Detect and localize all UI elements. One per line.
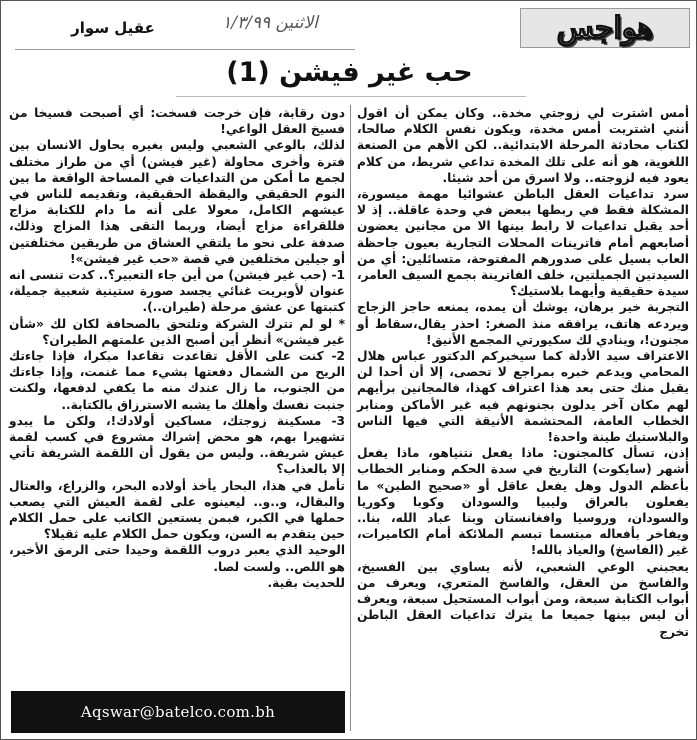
author-email: Aqswar@batelco.com.bh: [80, 703, 276, 721]
paragraph: لذلك، بالوعي الشعبي وليس بغيره يحاول الانسان بين فترة وأخرى محاولة (غير فيشن) أي من طراز مختلف لجمع ما أمكن من التداعيات في المساحة الواقعة ما بين النوم الحقيقي واليقظة الحقيقية، وتقديمه للناس في عيشهم الكامل، معولا على أنه ما دام للكتابة مزاج فللقراءة مزاج أيضا، وربما التقى هذا المزاج وذلك، صدفة على نحو ما يلتقي العشاق من طريقين مختلفتين أو جيلين مختلفين في قصة «حب غير فيشن»!: [9, 138, 345, 266]
paragraph: 2- كنت على الأقل تقاعدت تقاعدا مبكرا، فإذا جاءتك الريح من الشمال دفعتها بشيء مما غنمت، وإذا جاءتك من الجنوب، ما زال عندك منه ما يكفي لدفعها، ولكنت جنبت نفسك وأهلك ما يشبه الاسترزاق بالكتابة..: [9, 349, 345, 412]
column-name: هواجس: [556, 10, 654, 46]
handwritten-date: الاثنين ١/٣/٩٩: [222, 13, 318, 33]
article-column-right: [357, 105, 689, 733]
column-divider: [350, 105, 351, 731]
paragraph: 3- مسكينة زوجتك، مساكين أولادك!، ولكن ما يبدو تشهيرا بهم، هو محض إشراك مشروع في كسب لقمة عيش شريفة.. وليس من يقول أن اللقمة الشريفة تأتي إلا بالعذاب؟: [9, 413, 345, 477]
paragraph: أمس اشترت لي زوجتي مخدة.. وكان يمكن أن اقول أنني اشتريت أمس مخدة، ويكون نفس الكلام صالحا، لكتاب محادثة المرحلة الابتدائية.. لكن الأهم من الصنعة اللغوية، هو أنه على تلك المخدة تداعي شريط، من كلام يعود فيه لزوجته.. ولا اسرق من أحد شيئا.: [357, 106, 689, 185]
paragraph: إذن، تسأل كالمجنون: ماذا يفعل نتنياهو، ماذا يفعل أشهر (سايكوت) التاريخ في سدة الحكم ومنابر الخطاب بأعظم الدول وهل يفعل عاقل أو «صحيح الطين» ما يفعلون بالعراق وليبيا والسودان وكوبا وكوريا والسودان، وروسيا وافغانستان وبنا عباد الله، بنا.. ويفاخر بأفعاله مبتسما تبسم الملائكة أمام الكاميرات، غير (الفاسخ) والعياذ بالله!: [357, 446, 689, 558]
column-header: [5, 5, 694, 51]
title-rule: [176, 96, 526, 97]
article-column-left: [9, 105, 345, 687]
paragraph: الوحيد الذي يعبر دروب اللقمة وحيدا حتى الرمق الأخير، هو اللص.. ولست لصا.: [9, 543, 345, 574]
article-title: حب غير فيشن (1): [226, 57, 473, 88]
author-email-bar: [11, 691, 345, 733]
paragraph: سرد تداعيات العقل الباطن عشوائيا مهمة ميسورة، المشكلة فقط في ربطها ببعض في وحدة عاقلة.. إذ لا أحد يقبل تداعيات لا رابط بينها الا من مجانين يعضون أصابعهم أمام فاترينات المحلات التجارية بعيون جاحظة العاب بسيل على صدورهم المفتوحة، متسائلين: أي من السيدتين الجميلتين، خلف الفاترينة بجمع السيف العامر، سيدة حقيقية وأيهما بلاستيك؟: [357, 187, 689, 299]
paragraph: 1- (حب غير فيشن) من أين جاء التعبير؟.. كدت تنسى انه عنوان لأوبريت غنائي يجسد صورة ستينية شعبية جميلة، كتبتها عن عشق مرحلة (طيران..).: [9, 268, 345, 315]
column-logo: [520, 8, 690, 48]
paragraph: يعجبني الوعي الشعبي، لأنه يساوي بين الفسيخ، والفاسخ من العقل، والفاسخ المتعري، ويعرف من أبواب الكتابة سبعة، ومن أبواب المستحيل سبعة، ويعرف أن ليس بينها جميعا ما يترك تداعيات العقل الباطن تخرج: [357, 559, 689, 639]
header-rule: [15, 49, 355, 50]
paragraph: دون رقابة، فإن خرجت فسخت: أي أصبحت فسيخا من فسيخ العقل الواعي!: [9, 106, 345, 137]
paragraph: * لو لم تترك الشركة وتلتحق بالصحافة لكان لك «شأن غير فيشن» أنظر أين أصبح الذين علمتهم الطيران؟: [9, 316, 345, 347]
paragraph: للحديث بقية.: [267, 575, 345, 590]
paragraph: الاعتراف سيد الأدلة كما سيخبركم الدكتور عباس هلال المحامي ويدعم خبره بمراجع لا تحصى، إلا أن أحدا لن يقبل منك حتى بعد هذا اعتراف كهذا، فالمجانين برأيهم لهم مكان آخر يدلون بجنونهم فيه غير الأماكن ومنابر الخطاب العامة، المحتشمة الأنيقة التي فيها الناس والبلاستيك طينة واحدة!: [357, 349, 689, 445]
author-name: عقيل سوار: [71, 19, 155, 37]
paragraph: التجربة خير برهان، يوشك أن يمده، يمنعه حاجز الزجاج ويردعه هاتف، يرافقه منذ الصغر: احذر يقال،سقاط أو مجنون!، وينادي لك سكيورتي المجمع الأنيق!: [357, 300, 689, 347]
paragraph: تأمل في هذا، البحار يأخذ أولاده البحر، والزراع، والعتال والبقال، و..و.. ليعينوه على لقمة العيش التي يصعب حملها في الكبر، فبمن يستعين الكاتب على حمل الكلام حين يتقدم به السن، ويكون حمل الكلام عليه ثقيلا؟: [9, 478, 345, 542]
